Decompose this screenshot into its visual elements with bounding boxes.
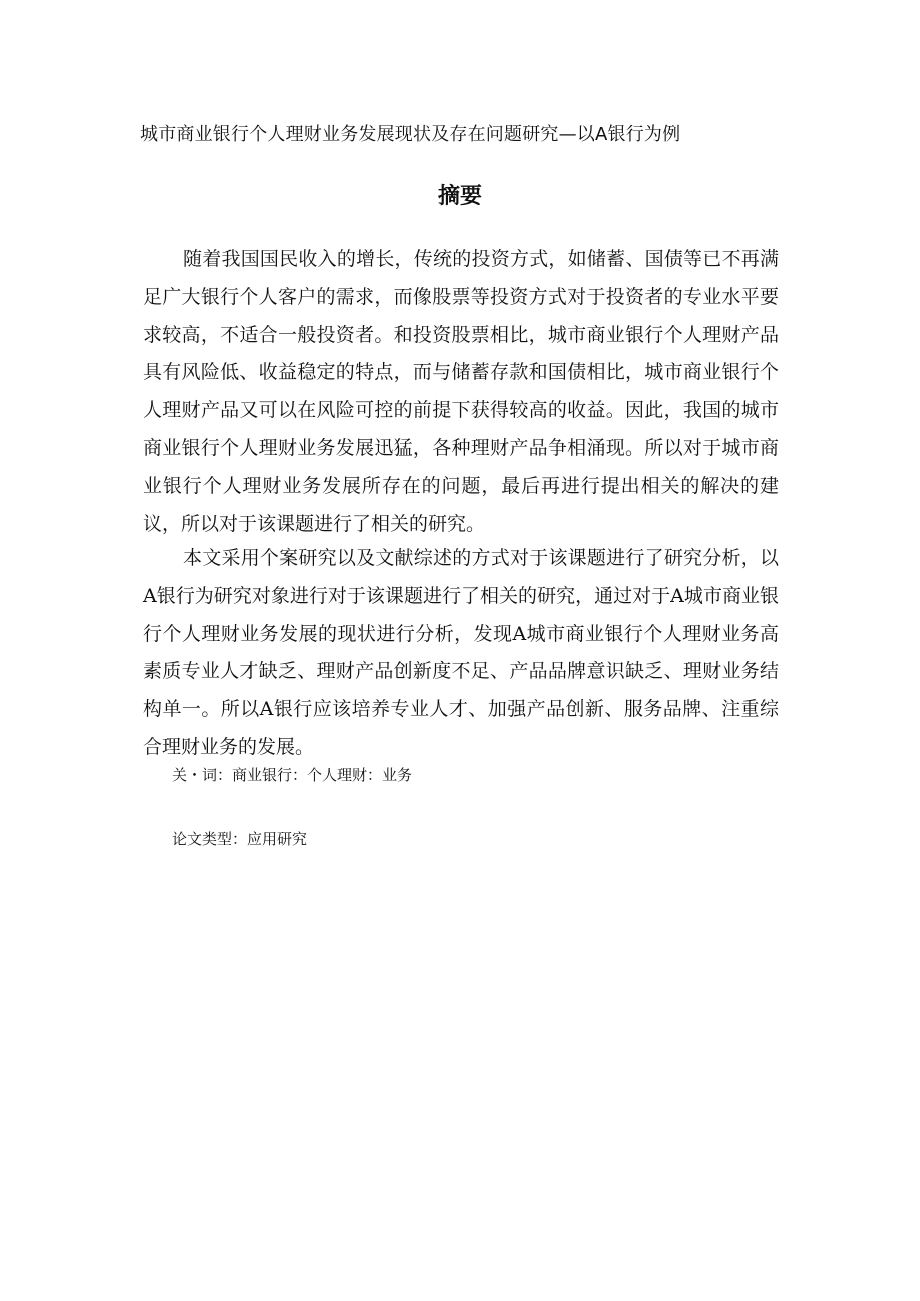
- abstract-paragraph-2: 本文采用个案研究以及文献综述的方式对于该课题进行了研究分析，以A银行为研究对象进行对于该课题进行了相关的研究，通过对于A城市商业银行个人理财业务发展的现状进行分析，发现A城市商业银行个人理财业务高素质专业人才缺乏、理财产品创新度不足、产品品牌意识缺乏、理财业务结构单一。所以A银行应该培养专业人才、加强产品创新、服务品牌、注重综合理财业务的发展。: [143, 547, 779, 758]
- abstract-paragraph-1: 随着我国国民收入的增长，传统的投资方式，如储蓄、国债等已不再满足广大银行个人客户的需求，而像股票等投资方式对于投资者的专业水平要求较高，不适合一般投资者。和投资股票相比，城市商业银行个人理财产品具有风险低、收益稳定的特点，而与储蓄存款和国债相比，城市商业银行个人理财产品又可以在风险可控的前提下获得较高的收益。因此，我国的城市商业银行个人理财业务发展迅猛，各种理财产品争相涌现。所以对于城市商业银行个人理财业务发展所存在的问题，最后再进行提出相关的解决的建议，所以对于该课题进行了相关的研究。: [143, 248, 779, 535]
- keywords-line: 关・词：商业银行：个人理财：业务: [172, 766, 413, 784]
- abstract-heading: 摘要: [437, 184, 482, 209]
- document-title: 城市商业银行个人理财业务发展现状及存在问题研究—以A银行为例: [140, 124, 681, 145]
- paper-type-line: 论文类型：应用研究: [172, 830, 308, 848]
